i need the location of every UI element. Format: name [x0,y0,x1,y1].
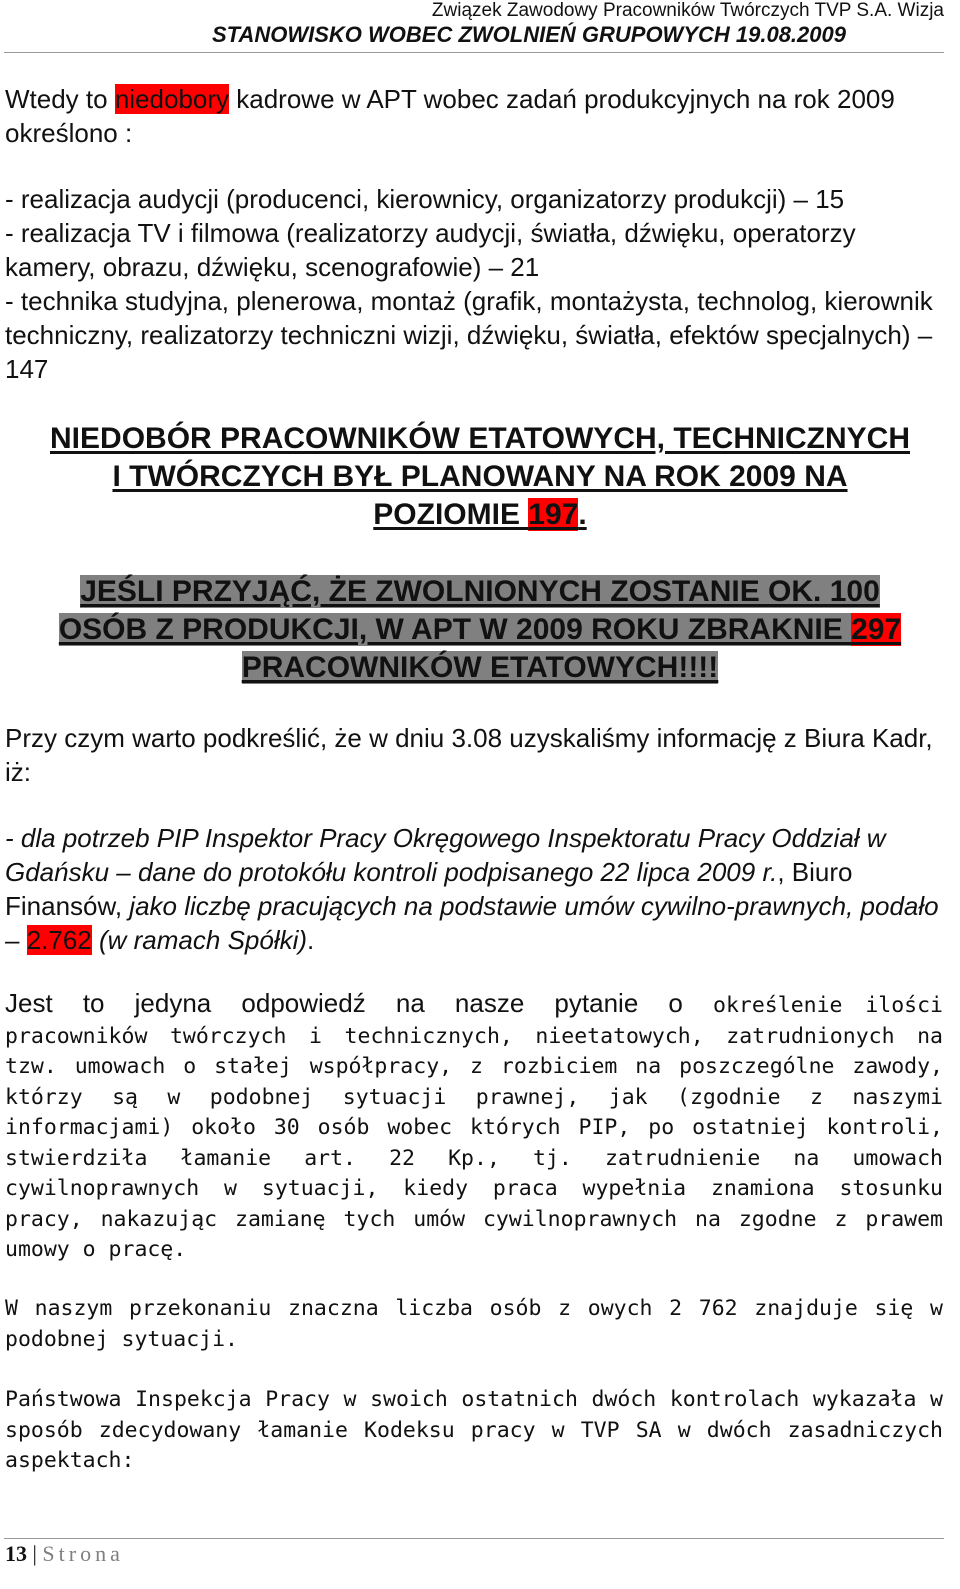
list-item-realizacja-tv: - realizacja TV i filmowa (realizatorzy audycji, światła, dźwięku, operatorzy kamery, obrazu, dźwięku, scenografowie) – 21 [5,218,856,282]
para2-end: . [307,925,315,955]
para2-italic3: (w ramach Spółki) [91,925,308,955]
heading1-text: NIEDOBÓR PRACOWNIKÓW ETATOWYCH, TECHNICZNYCH I TWÓRCZYCH BYŁ PLANOWANY NA ROK 2009 NA POZIOMIE [50,422,910,531]
page-footer [5,1541,124,1567]
intro-after: kadrowe w APT wobec zadań produkcyjnych na rok 2009 określono : [5,84,895,148]
heading-shortage-297 [0,573,960,687]
para-pip-data [5,821,943,957]
para2-italic2: jako liczbę pracujących na podstawie umów cywilno-prawnych, podało – [5,891,939,955]
heading2-text: JEŚLI PRZYJĄĆ, ŻE ZWOLNIONYCH ZOSTANIE OK. 100 OSÓB Z PRODUKCJI, W APT W 2009 ROKU ZBRAKNIE [58,575,880,646]
list-item-technika: - technika studyjna, plenerowa, montaż (grafik, montażysta, technolog, kierownik techniczny, realizatorzy techniczni wizji, dźwięku, światła, efektów specjalnych) – 147 [5,286,933,384]
para-pip-inspection: Państwowa Inspekcja Pracy w swoich ostatnich dwóch kontrolach wykazała w sposób zdecydowany łamanie Kodeksu pracy w TVP SA w dwóch zasadniczych aspektach: [5,1387,943,1473]
heading1-end: . [578,498,587,531]
intro-highlight: niedobory [114,84,230,114]
para3-sans: Jest to jedyna odpowiedź na nasze pytanie o [5,988,714,1018]
para-only-answer [5,988,943,1266]
list-item-audycji: - realizacja audycji (producenci, kierownicy, organizatorzy produkcji) – 15 [5,184,845,214]
footer-divider [4,1538,944,1539]
intro-paragraph [5,82,943,150]
heading2-number: 297 [851,613,902,646]
shortage-list [5,182,943,386]
footer-label: Strona [42,1541,124,1566]
para2-mid: , Biuro Finansów, [5,857,853,921]
header-organization: Związek Zawodowy Pracowników Twórczych TVP S.A. Wizja [431,0,944,21]
para3-mono: określenie ilości pracowników twórczych i technicznych, nieetatowych, zatrudnionych na tzw. umowach o stałej współpracy, z rozbiciem na poszczególne zawody, którzy są w podobnej sytuacji prawnej, jak (zgodnie z naszymi informacjami) około 30 osób wobec których PIP, po ostatniej kontroli, stwierdziła łamanie art. 22 Kp., tj. zatrudnienie na umowach cywilnoprawnych w sytuacji, kiedy praca wypełnia znamiona stosunku pracy, nakazując zamianę tych umów cywilnoprawnych na zgodne z prawem umowy o pracę. [5,993,943,1262]
intro-before: Wtedy to [5,84,115,114]
page-number: 13 [5,1541,27,1566]
header-divider [4,52,944,53]
heading-shortage-197 [0,420,960,534]
header-title: STANOWISKO WOBEC ZWOLNIEŃ GRUPOWYCH 19.08.2009 [211,22,846,47]
para-biuro-kadr: Przy czym warto podkreślić, że w dniu 3.08 uzyskaliśmy informację z Biura Kadr, iż: [5,723,933,787]
para2-number: 2.762 [26,925,92,955]
heading2-end: PRACOWNIKÓW ETATOWYCH!!!! [241,651,719,684]
para2-italic1: - dla potrzeb PIP Inspektor Pracy Okręgowego Inspektoratu Pracy Oddział w Gdańsku – dane do protokółu kontroli podpisanego 22 lipca 2009 r. [5,823,886,887]
footer-separator: | [27,1541,43,1566]
heading1-number: 197 [528,498,579,531]
para-our-opinion: W naszym przekonaniu znaczna liczba osób z owych 2 762 znajduje się w podobnej sytuacji. [5,1296,943,1352]
